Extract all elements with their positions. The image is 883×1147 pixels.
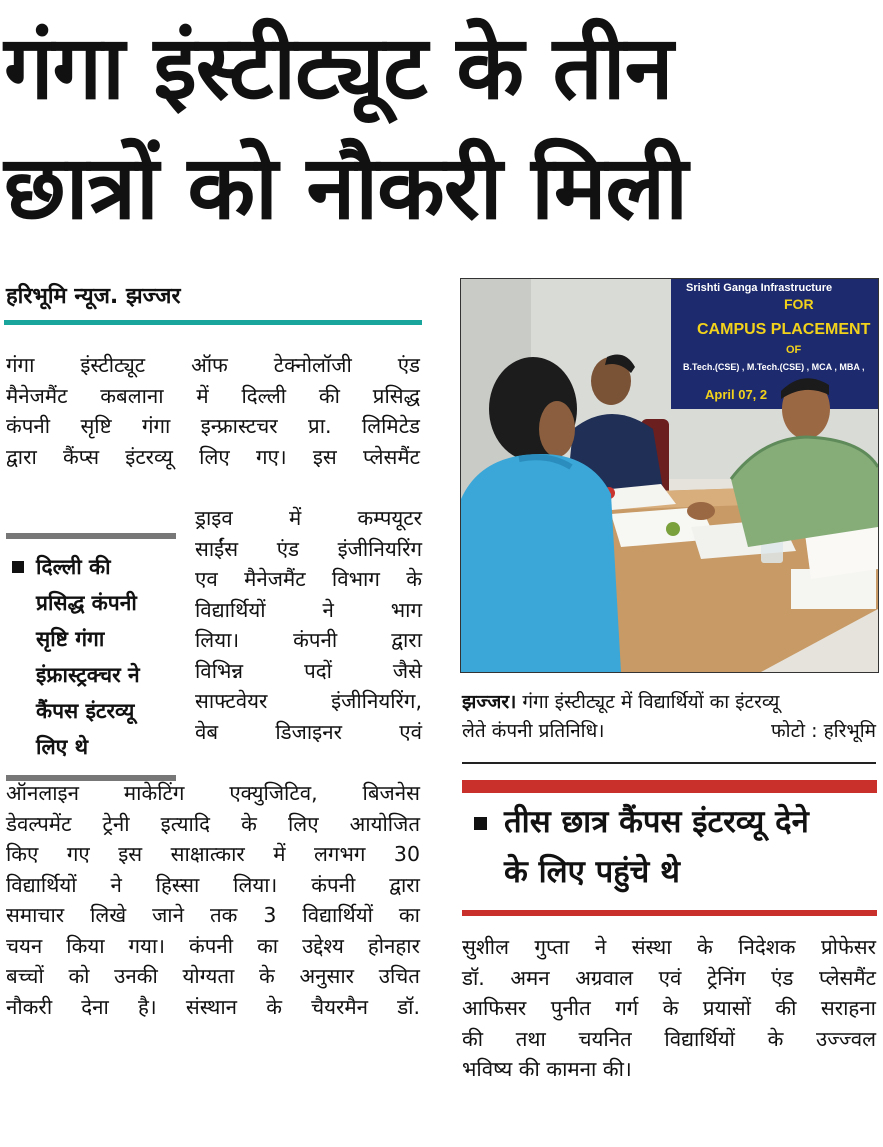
article-line: ऑनलाइन माकेटिंग एक्युजिटिव, बिजनेस	[6, 781, 420, 805]
article-line: डेवल्पमेंट ट्रेनी इत्यादि के लिए आयोजित	[6, 811, 420, 836]
caption-text: गंगा इंस्टीट्यूट में विद्यार्थियों का इंटरव्यू	[522, 691, 780, 713]
caption-text-line2: लेते कंपनी प्रतिनिधि।	[462, 720, 605, 742]
article-line: डॉ. अमन अग्रवाल एवं ट्रेनिंग एंड प्लेसमैंट	[462, 965, 876, 990]
article-line: कंपनी सृष्टि गंगा इन्फ्रास्टचर प्रा. लिमिटेड	[6, 414, 420, 438]
placement-banner	[671, 279, 878, 409]
article-line: ड्राइव में कम्पयूटर	[195, 506, 422, 530]
article-line: भविष्य की कामना की।	[462, 1057, 632, 1081]
banner-title: CAMPUS PLACEMENT	[697, 321, 871, 338]
article-line: चयन किया गया। कंपनी का उद्देश्य होनहार	[6, 933, 420, 958]
byline: हरिभूमि न्यूज. झज्जर	[6, 284, 181, 309]
pull-quote-line: इंफ्रास्ट्रक्चर ने	[36, 663, 140, 687]
pull-quote-left	[6, 533, 176, 781]
headline-line-1: गंगा इंस्टीट्यूट के तीन	[4, 16, 673, 119]
article-line: विभिन्न पदों जैसे	[195, 658, 422, 683]
article-column-narrow	[195, 503, 422, 747]
article-line: नौकरी देना है। संस्थान के चैयरमैन डॉ.	[6, 994, 420, 1019]
pull-quote-line: कैंपस इंटरव्यू	[36, 699, 135, 723]
pull-quote-line: दिल्ली की	[36, 555, 111, 579]
article-column-top	[6, 350, 420, 472]
pull-quote-bottom-rule	[462, 910, 877, 916]
article-line: सुशील गुप्ता ने संस्था के निदेशक प्रोफेसर	[462, 935, 876, 959]
pull-quote-right	[470, 797, 875, 897]
banner-for: FOR	[784, 296, 814, 312]
headline-line-2: छात्रों को नौकरी मिली	[4, 136, 688, 239]
pull-quote-line: तीस छात्र कैंपस इंटरव्यू देने	[504, 804, 809, 840]
article-line: बच्चों को उनकी योग्यता के अनुसार उचित	[6, 964, 420, 988]
square-bullet-icon	[12, 561, 24, 573]
pull-quote-top-rule	[462, 780, 877, 793]
article-line: वेब डिजाइनर एवं	[195, 719, 422, 744]
caption-place: झज्जर।	[462, 691, 517, 713]
pull-quote-line: प्रसिद्ध कंपनी	[36, 591, 137, 615]
article-line: मैनेजमैंट कबलाना में दिल्ली की प्रसिद्ध	[6, 383, 420, 408]
banner-company: Srishti Ganga Infrastructure	[686, 282, 833, 294]
banner-of: OF	[786, 344, 802, 356]
article-line: एव मैनेजमैंट विभाग के	[195, 567, 422, 591]
article-line: द्वारा कैंप्स इंटरव्यू लिए गए। इस प्लेसमैंट	[6, 444, 420, 469]
article-line: विद्यार्थियों ने हिस्सा लिया। कंपनी द्वारा	[6, 872, 420, 897]
article-line: विद्यार्थियों ने भाग	[195, 597, 422, 622]
headline	[4, 8, 879, 248]
article-column-bottom	[6, 778, 420, 1022]
caption-rule	[462, 762, 876, 764]
pull-quote-line: सृष्टि गंगा	[36, 627, 105, 651]
photo-caption	[462, 688, 876, 746]
square-bullet-icon	[474, 817, 487, 830]
article-line: साईंस एंड इंजीनियरिंग	[195, 536, 422, 561]
byline-rule	[4, 320, 422, 325]
news-photo	[460, 278, 879, 673]
article-line: गंगा इंस्टीट्यूट ऑफ टेक्नोलॉजी एंड	[6, 353, 420, 377]
article-line: समाचार लिखे जाने तक 3 विद्यार्थियों का	[6, 903, 420, 927]
banner-courses: B.Tech.(CSE) , M.Tech.(CSE) , MCA , MBA ,	[683, 362, 865, 372]
article-line: की तथा चयनित विद्यार्थियों के उज्ज्वल	[462, 1026, 876, 1051]
banner-date: April 07, 2	[705, 387, 768, 402]
article-column-right	[462, 932, 876, 1085]
article-line: किए गए इस साक्षात्कार में लगभग 30	[6, 842, 420, 866]
article-line: लिया। कंपनी द्वारा	[195, 628, 422, 652]
article-line: आफिसर पुनीत गर्ग के प्रयासों की सराहना	[462, 996, 876, 1020]
photo-credit: फोटो : हरिभूमि	[771, 720, 876, 742]
pull-quote-line: लिए थे	[36, 735, 89, 759]
article-line: साफ्टवेयर इंजीनियरिंग,	[195, 689, 422, 713]
interview-photo-illustration	[461, 279, 878, 672]
pull-quote-line: के लिए पहुंचे थे	[504, 854, 680, 890]
